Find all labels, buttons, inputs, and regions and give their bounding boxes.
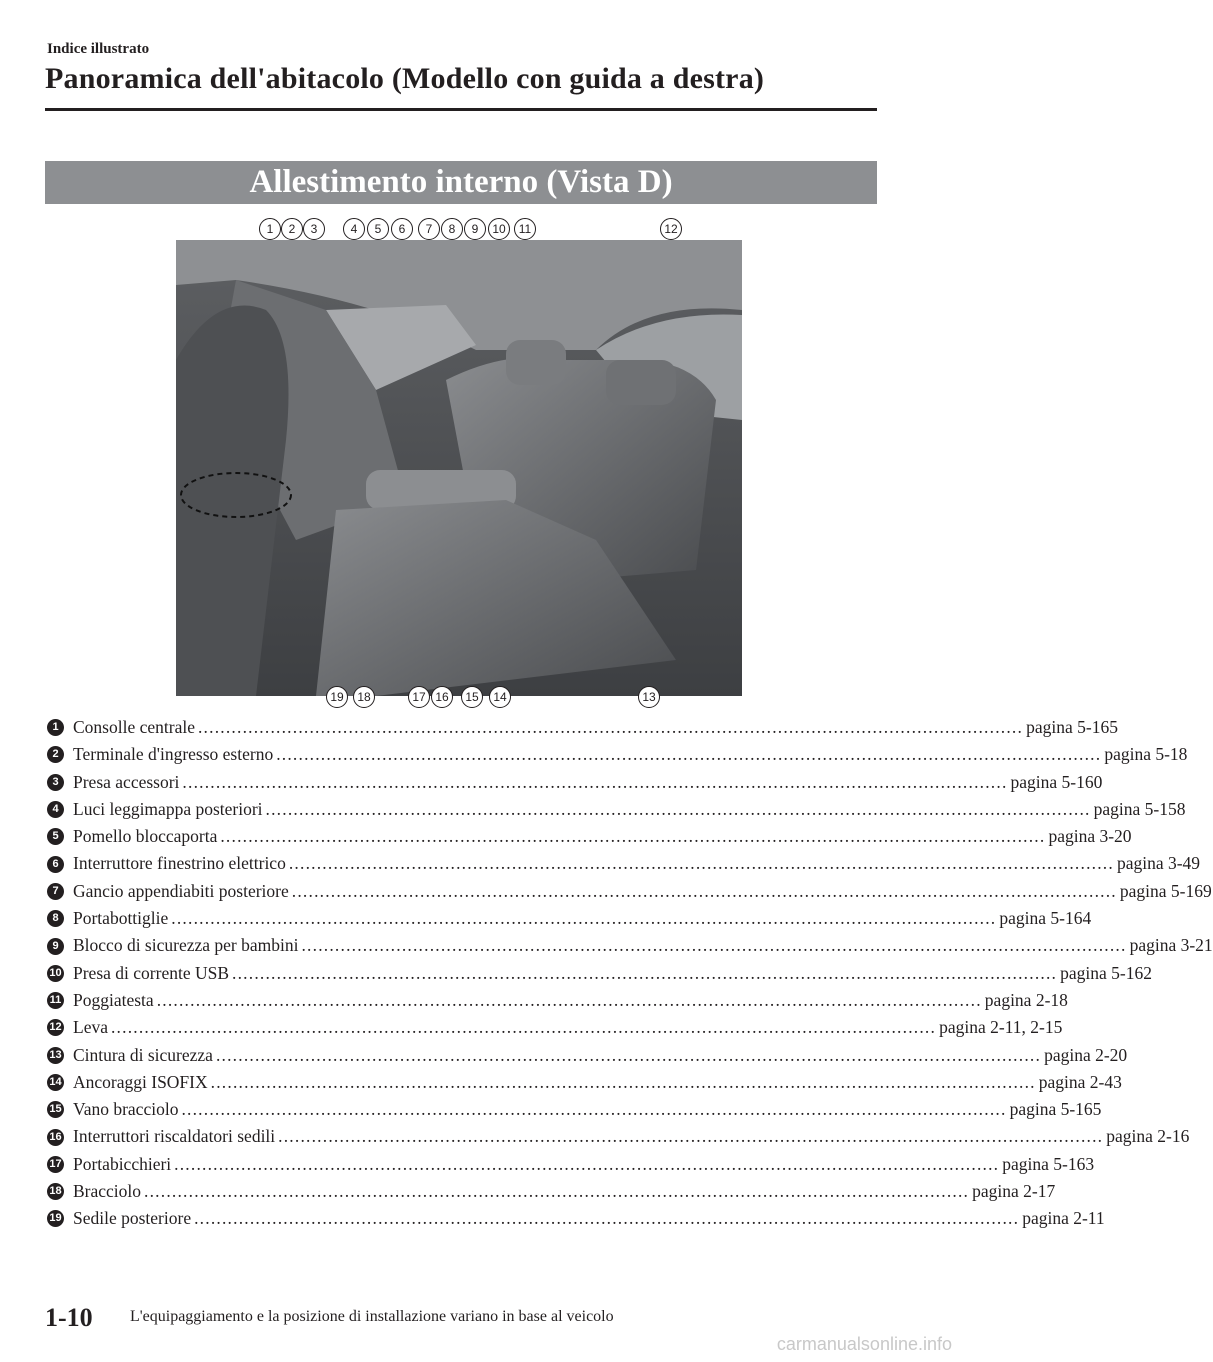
list-item [47, 1042, 1128, 1069]
callout-18: 18 [353, 686, 375, 708]
list-item [47, 714, 1118, 741]
item-number: 14 [47, 1074, 64, 1091]
callout-2: 2 [281, 218, 303, 240]
item-number: 2 [47, 746, 64, 763]
leader-dots: .................................................................................................................................................... [288, 853, 1114, 874]
callout-11: 11 [514, 218, 536, 240]
callout-14: 14 [489, 686, 511, 708]
list-item [47, 1096, 1102, 1123]
footer-note: L'equipaggiamento e la posizione di installazione variano in base al veicolo [130, 1308, 614, 1325]
page-reference: pagina 2-11 [1022, 1208, 1105, 1229]
items-list [47, 714, 1213, 1233]
page-reference: pagina 5-160 [1010, 771, 1103, 792]
item-label: Poggiatesta [73, 989, 154, 1010]
callout-3: 3 [303, 218, 325, 240]
watermark: carmanualsonline.info [776, 1334, 952, 1354]
page-reference: pagina 3-20 [1048, 826, 1132, 847]
callout-1: 1 [259, 218, 281, 240]
item-label: Interruttore finestrino elettrico [73, 853, 286, 874]
page-reference: pagina 2-17 [972, 1181, 1056, 1202]
item-number: 1 [47, 719, 64, 736]
list-item [47, 741, 1188, 768]
leader-dots: .................................................................................................................................................... [265, 798, 1091, 819]
item-label: Presa di corrente USB [73, 962, 230, 983]
page-title: Panoramica dell'abitacolo (Modello con guida a destra) [45, 62, 765, 95]
section-label: Indice illustrato [47, 41, 150, 57]
leader-dots: .................................................................................................................................................... [110, 1017, 937, 1038]
list-item [47, 878, 1212, 905]
item-number: 10 [47, 965, 64, 982]
page-reference: pagina 5-158 [1093, 798, 1186, 819]
item-label: Portabicchieri [73, 1153, 172, 1174]
leader-dots: .................................................................................................................................................... [276, 744, 1102, 765]
item-number: 16 [47, 1129, 64, 1146]
item-number: 9 [47, 938, 64, 955]
item-number: 8 [47, 910, 64, 927]
list-item [47, 769, 1103, 796]
list-item [47, 850, 1201, 877]
callout-6: 6 [391, 218, 413, 240]
item-number: 13 [47, 1047, 64, 1064]
item-label: Leva [73, 1017, 108, 1038]
item-number: 12 [47, 1019, 64, 1036]
callout-15: 15 [461, 686, 483, 708]
list-item [47, 1205, 1105, 1232]
item-label: Pomello bloccaporta [73, 826, 218, 847]
list-item [47, 1069, 1122, 1096]
page-reference: pagina 2-18 [984, 989, 1068, 1010]
item-number: 6 [47, 856, 64, 873]
item-number: 11 [47, 992, 64, 1009]
item-number: 19 [47, 1210, 64, 1227]
page-reference: pagina 3-49 [1116, 853, 1201, 874]
item-number: 5 [47, 828, 64, 845]
callout-16: 16 [431, 686, 453, 708]
item-number: 7 [47, 883, 64, 900]
item-number: 18 [47, 1183, 64, 1200]
item-label: Vano bracciolo [73, 1099, 179, 1120]
leader-dots: .................................................................................................................................................... [291, 880, 1117, 901]
item-number: 15 [47, 1101, 64, 1118]
leader-dots: .................................................................................................................................................... [232, 962, 1058, 983]
item-label: Blocco di sicurezza per bambini [73, 935, 299, 956]
leader-dots: .................................................................................................................................................... [171, 908, 997, 929]
callout-13: 13 [638, 686, 660, 708]
list-item [47, 823, 1132, 850]
page-number: 1-10 [45, 1303, 93, 1332]
leader-dots: .................................................................................................................................................... [144, 1181, 970, 1202]
item-number: 17 [47, 1156, 64, 1173]
list-item [47, 796, 1186, 823]
page-reference: pagina 5-165 [1009, 1099, 1102, 1120]
item-label: Terminale d'ingresso esterno [73, 744, 274, 765]
callout-8: 8 [441, 218, 463, 240]
leader-dots: .................................................................................................................................................... [181, 1099, 1007, 1120]
interior-figure [176, 216, 742, 704]
list-item [47, 987, 1068, 1014]
list-item [47, 960, 1152, 987]
item-label: Cintura di sicurezza [73, 1044, 213, 1065]
page-reference: pagina 2-11, 2-15 [939, 1017, 1063, 1038]
item-label: Luci leggimappa posteriori [73, 798, 263, 819]
item-label: Bracciolo [73, 1181, 142, 1202]
list-item [47, 905, 1092, 932]
list-item [47, 1123, 1190, 1150]
callout-4: 4 [343, 218, 365, 240]
item-label: Ancoraggi ISOFIX [73, 1071, 208, 1092]
list-item [47, 1178, 1056, 1205]
figure-banner: Allestimento interno (Vista D) [45, 161, 877, 204]
page-reference: pagina 5-169 [1119, 880, 1212, 901]
callout-10: 10 [488, 218, 510, 240]
callout-7: 7 [418, 218, 440, 240]
item-label: Consolle centrale [73, 717, 195, 737]
list-item [47, 1151, 1095, 1178]
page-reference: pagina 5-162 [1060, 962, 1152, 983]
leader-dots: .................................................................................................................................................... [197, 717, 1024, 737]
page-reference: pagina 2-16 [1106, 1126, 1190, 1147]
page-reference: pagina 2-43 [1038, 1071, 1122, 1092]
leader-dots: .................................................................................................................................................... [220, 826, 1046, 847]
callout-12: 12 [660, 218, 682, 240]
leader-dots: .................................................................................................................................................... [210, 1071, 1036, 1092]
title-divider [45, 108, 877, 111]
page-reference: pagina 5-163 [1002, 1153, 1095, 1174]
list-item [47, 932, 1213, 959]
item-label: Sedile posteriore [73, 1208, 192, 1229]
item-label: Gancio appendiabiti posteriore [73, 880, 289, 901]
leader-dots: .................................................................................................................................................... [215, 1044, 1042, 1065]
page-reference: pagina 2-20 [1044, 1044, 1128, 1065]
leader-dots: .................................................................................................................................................... [278, 1126, 1104, 1147]
item-number: 4 [47, 801, 64, 818]
leader-dots: .................................................................................................................................................... [174, 1153, 1000, 1174]
item-number: 3 [47, 774, 64, 791]
leader-dots: .................................................................................................................................................... [301, 935, 1127, 956]
page-reference: pagina 5-165 [1026, 717, 1118, 737]
item-label: Portabottiglie [73, 908, 169, 929]
page-reference: pagina 5-18 [1104, 744, 1188, 765]
item-label: Presa accessori [73, 771, 180, 792]
item-label: Interruttori riscaldatori sedili [73, 1126, 276, 1147]
callout-19: 19 [326, 686, 348, 708]
list-item [47, 1014, 1063, 1041]
callout-9: 9 [464, 218, 486, 240]
callout-5: 5 [367, 218, 389, 240]
rear-seat-photo [176, 240, 742, 696]
leader-dots: .................................................................................................................................................... [182, 771, 1008, 792]
page-reference: pagina 3-21 [1129, 935, 1213, 956]
leader-dots: .................................................................................................................................................... [156, 989, 982, 1010]
leader-dots: .................................................................................................................................................... [194, 1208, 1020, 1229]
page-reference: pagina 5-164 [999, 908, 1092, 929]
callout-17: 17 [408, 686, 430, 708]
